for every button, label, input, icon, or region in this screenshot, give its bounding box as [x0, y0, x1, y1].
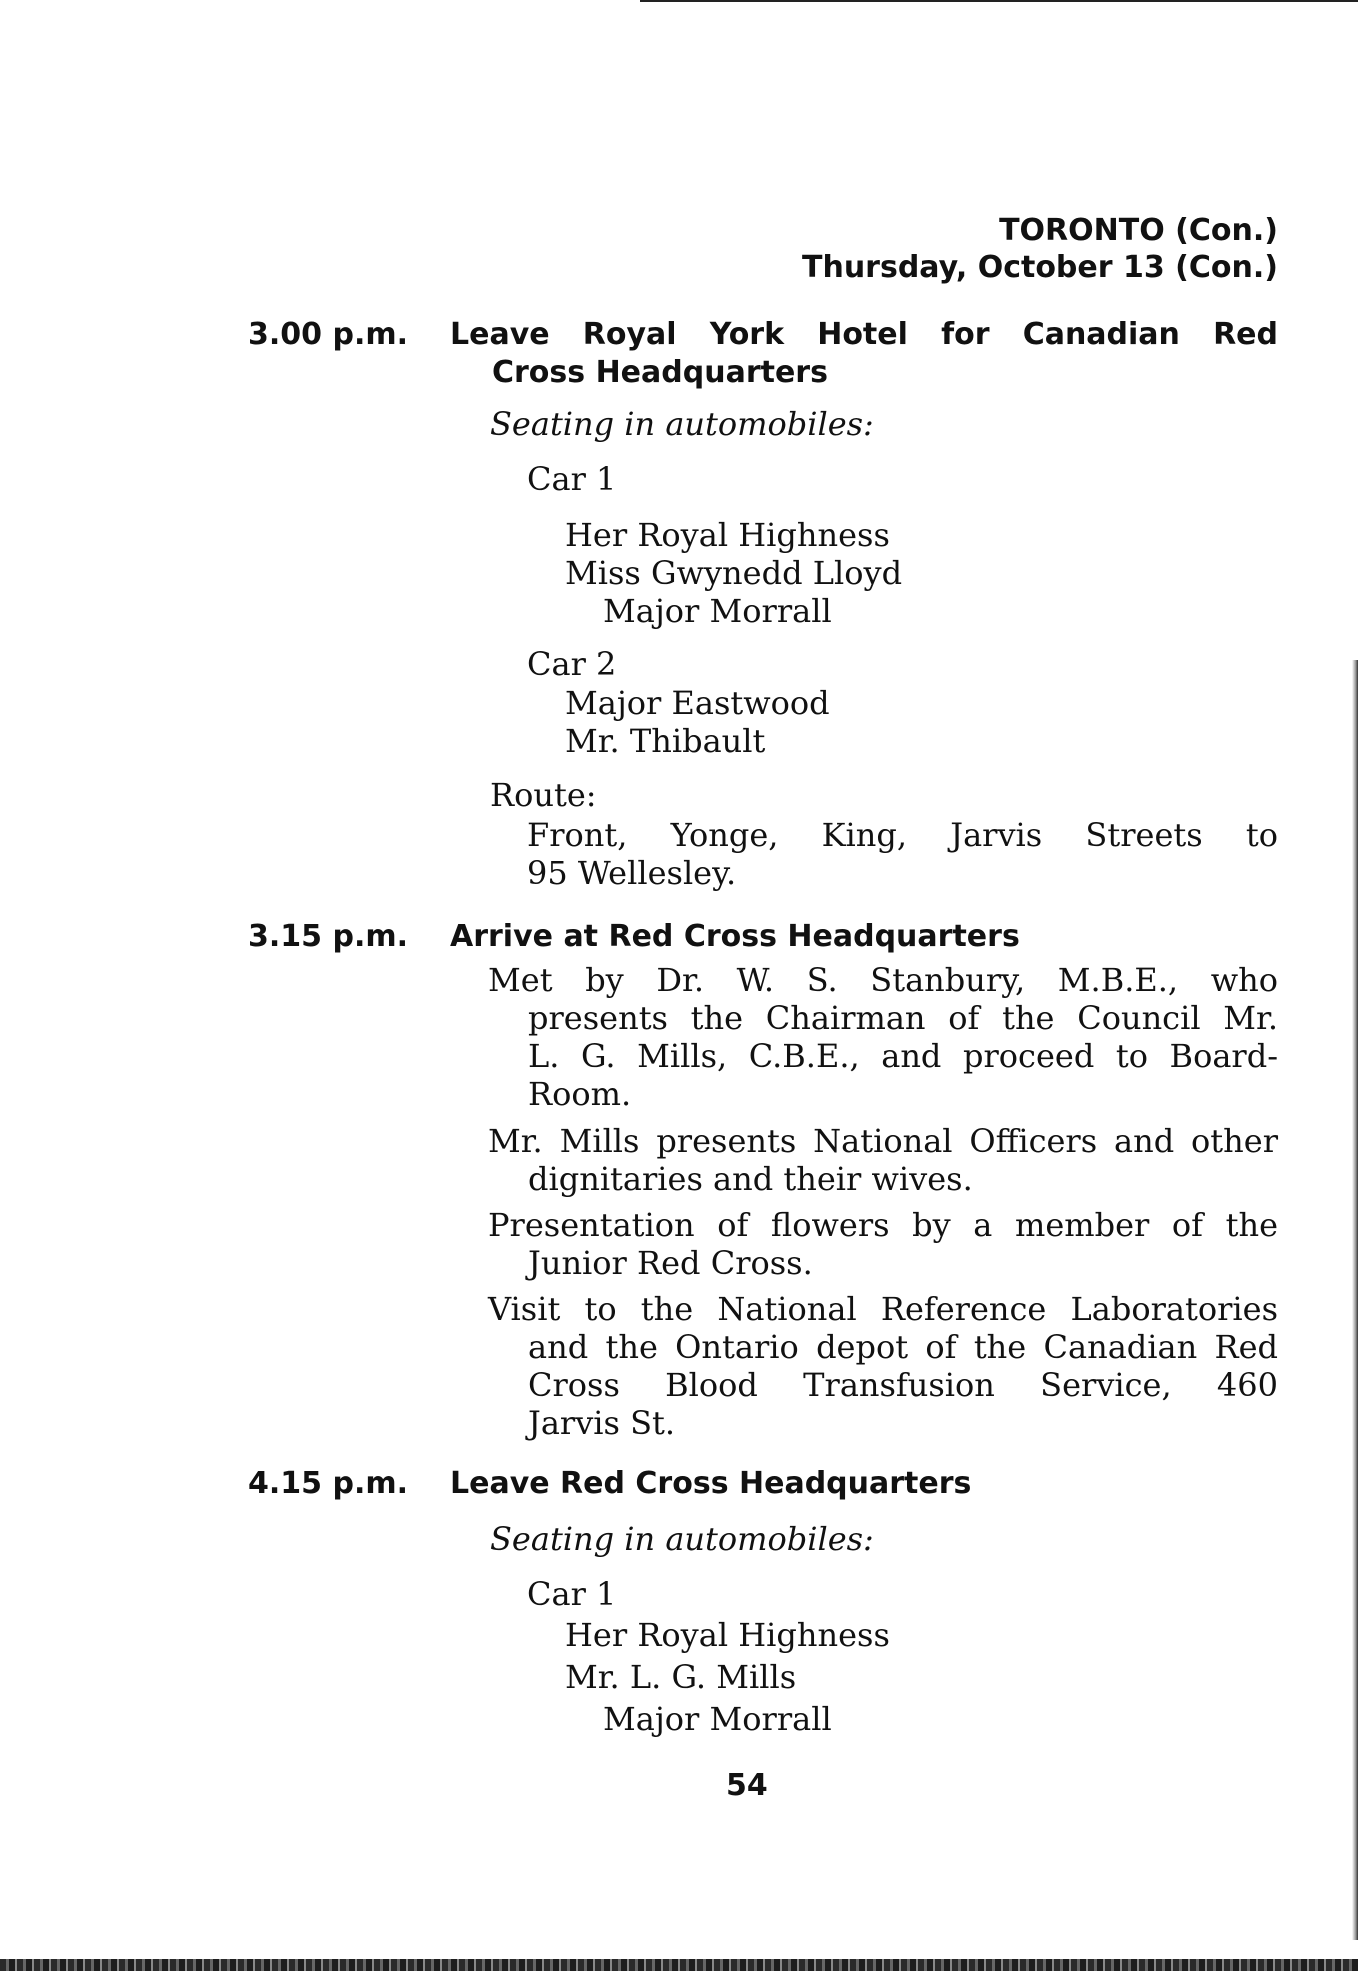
page-header — [578, 212, 1278, 292]
paragraph-line: Cross Blood Transfusion Service, 460 — [528, 1366, 1278, 1404]
seating-label: Seating in automobiles: — [490, 1520, 874, 1558]
paragraph-line: dignitaries and their wives. — [528, 1160, 973, 1198]
page-right-edge — [1352, 660, 1358, 1940]
event-heading — [450, 316, 1278, 392]
event-heading-line: Cross Headquarters — [492, 355, 828, 390]
paragraph-line: and the Ontario depot of the Canadian Red — [528, 1328, 1278, 1366]
route-line: 95 Wellesley. — [527, 854, 737, 892]
page-bottom-edge — [0, 1959, 1358, 1971]
time-label: 3.15 p.m. — [248, 919, 408, 954]
time-label: 3.00 p.m. — [248, 317, 408, 352]
passenger-name: Major Eastwood — [565, 684, 830, 722]
passenger-name: Her Royal Highness — [565, 1616, 890, 1654]
passenger-name: Miss Gwynedd Lloyd — [565, 554, 903, 592]
passenger-name: Major Morrall — [603, 1700, 832, 1738]
paragraph-line: Mr. Mills presents National Officers and other — [488, 1122, 1278, 1160]
paragraph — [488, 1206, 1278, 1282]
paragraph-line: Met by Dr. W. S. Stanbury, M.B.E., who — [488, 961, 1278, 999]
paragraph-line: Presentation of flowers by a member of the — [488, 1206, 1278, 1244]
paragraph-line: Jarvis St. — [528, 1404, 676, 1442]
paragraph-line: Visit to the National Reference Laboratories — [488, 1290, 1278, 1328]
top-edge-rule — [640, 0, 1358, 2]
car-label: Car 2 — [527, 645, 617, 683]
seating-label: Seating in automobiles: — [490, 405, 874, 443]
passenger-name: Mr. L. G. Mills — [565, 1658, 797, 1696]
route-line: Front, Yonge, King, Jarvis Streets to — [527, 816, 1278, 854]
event-heading — [450, 1465, 971, 1503]
event-heading-line: Leave Red Cross Headquarters — [450, 1466, 972, 1501]
paragraph-line: Room. — [528, 1075, 632, 1113]
event-heading-line: Arrive at Red Cross Headquarters — [450, 919, 1020, 954]
event-heading — [450, 918, 1020, 956]
passenger-name: Mr. Thibault — [565, 722, 766, 760]
header-location: TORONTO (Con.) — [999, 213, 1278, 248]
page-number: 54 — [726, 1768, 768, 1803]
car-label: Car 1 — [527, 1575, 617, 1613]
paragraph — [488, 961, 1278, 1113]
paragraph — [488, 1122, 1278, 1198]
route-label: Route: — [490, 776, 597, 814]
paragraph-line: Junior Red Cross. — [528, 1244, 813, 1282]
route-text — [527, 816, 1278, 892]
passenger-name: Her Royal Highness — [565, 516, 890, 554]
car-label: Car 1 — [527, 460, 617, 498]
event-heading-line: Leave Royal York Hotel for Canadian Red — [450, 317, 1278, 352]
paragraph-line: L. G. Mills, C.B.E., and proceed to Board- — [528, 1037, 1278, 1075]
header-date: Thursday, October 13 (Con.) — [802, 250, 1278, 285]
passenger-name: Major Morrall — [603, 592, 832, 630]
paragraph-line: presents the Chairman of the Council Mr. — [528, 999, 1278, 1037]
time-label: 4.15 p.m. — [248, 1466, 408, 1501]
paragraph — [488, 1290, 1278, 1442]
